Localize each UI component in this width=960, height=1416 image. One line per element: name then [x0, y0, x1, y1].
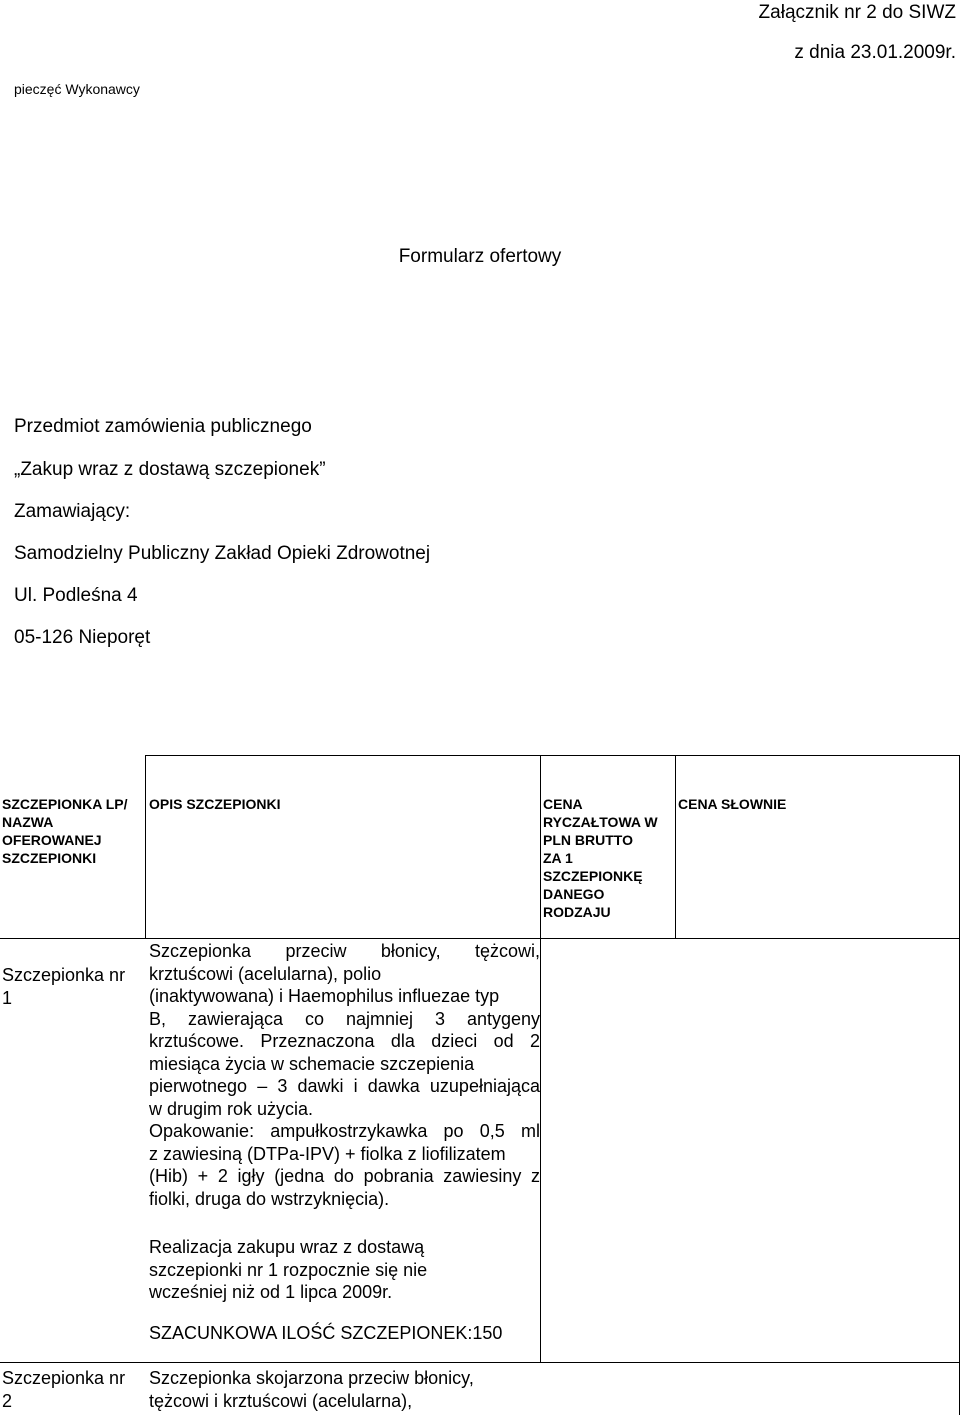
- form-title: Formularz ofertowy: [398, 246, 562, 267]
- vaccine-name: Szczepionka nr 1: [2, 965, 126, 1008]
- client-city: 05-126 Nieporęt: [14, 627, 151, 648]
- document-date: z dnia 23.01.2009r.: [794, 42, 956, 63]
- header-row-border: [0, 938, 960, 939]
- attachment-label: Załącznik nr 2 do SIWZ: [758, 2, 956, 23]
- contractor-seal-label: pieczęć Wykonawcy: [14, 81, 140, 97]
- vaccine-description: Szczepionka przeciw błonicy, tężcowi, krztuścowi (acelularna), polio (inaktywowana) i Haemophilus influezae typ B, zawierająca co najmniej 3 antygeny krztuścowe. Przeznaczona dla dzieci od 2 miesiąca życia w schemacie szczepienia pierwotnego – 3 dawki i dawka uzupełniająca w drugim rok użycia. Opakowanie: ampułkostrzykawka po 0,5 ml z zawiesiną (DTPa-IPV) + fiolka z liofilizatem (Hib) + 2 igły (jedna do pobrania zawiesiny z fiolki, druga do wstrzyknięcia).: [149, 941, 540, 1209]
- header-price-in-words: CENA SŁOWNIE: [678, 796, 787, 812]
- client-street: Ul. Podleśna 4: [14, 585, 138, 606]
- client-label: Zamawiający:: [14, 501, 131, 522]
- vaccine-name: Szczepionka nr 2: [2, 1368, 126, 1411]
- column-divider: [675, 755, 676, 938]
- header-description: OPIS SZCZEPIONKI: [149, 796, 281, 812]
- vaccine-description: Szczepionka skojarzona przeciw błonicy, tężcowi i krztuścowi (acelularna),: [149, 1368, 474, 1411]
- subject-heading: Przedmiot zamówienia publicznego: [14, 416, 312, 437]
- table-top-border: [145, 755, 960, 756]
- estimated-quantity: SZACUNKOWA ILOŚĆ SZCZEPIONEK:150: [149, 1323, 503, 1343]
- subject-name: „Zakup wraz z dostawą szczepionek”: [14, 459, 326, 480]
- realization-note: Realizacja zakupu wraz z dostawą szczepionki nr 1 rozpocznie się nie wcześniej niż od 1 lipca 2009r.: [149, 1237, 428, 1302]
- header-price: CENA RYCZAŁTOWA W PLN BRUTTO ZA 1 SZCZEPIONKĘ DANEGO RODZAJU: [543, 796, 658, 920]
- header-vaccine-name: SZCZEPIONKA LP/ NAZWA OFEROWANEJ SZCZEPIONKI: [2, 796, 128, 866]
- client-name: Samodzielny Publiczny Zakład Opieki Zdrowotnej: [14, 543, 431, 564]
- column-divider: [540, 755, 541, 1362]
- row-border: [0, 1362, 960, 1363]
